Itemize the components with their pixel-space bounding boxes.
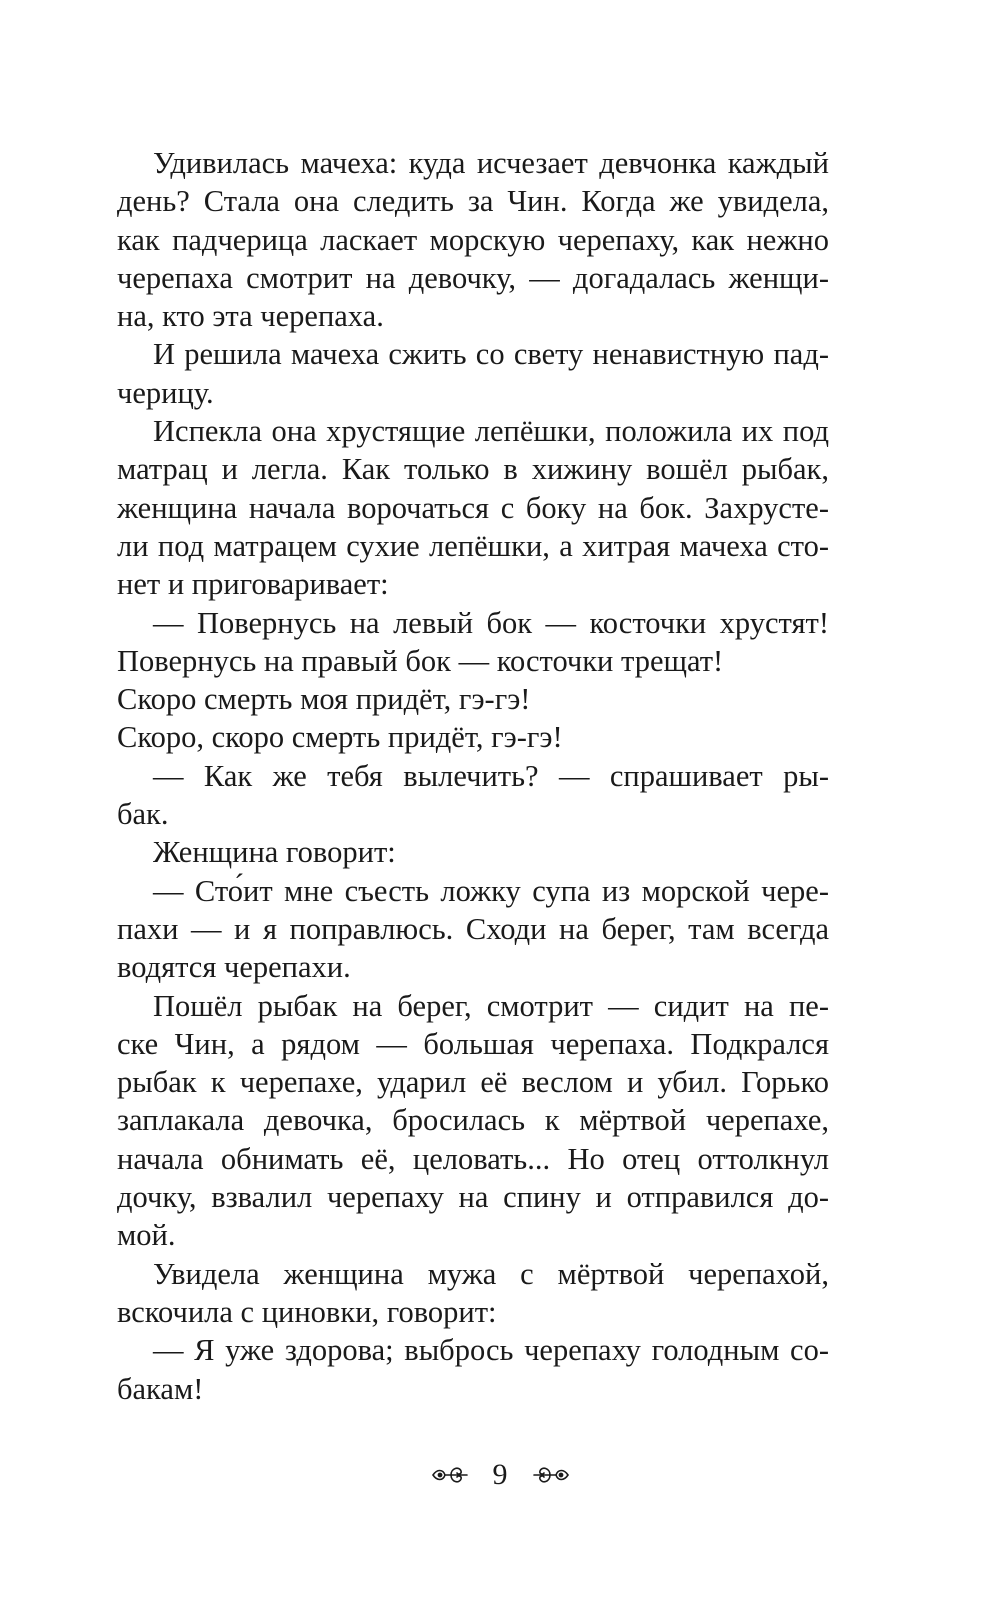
- text-line: — Как же тебя вылечить? — спрашивает ры-: [153, 758, 829, 793]
- verse-line: — Повернусь на левый бок — косточки хрустят!: [153, 605, 829, 640]
- fleuron-ornament-icon: [532, 1463, 570, 1487]
- text-line: водятся черепахи.: [117, 950, 351, 985]
- text-line: И решила мачеха сжить со свету ненавистную пад-: [153, 337, 829, 372]
- text-line: черицу.: [117, 375, 214, 410]
- text-line: заплакала девочка, бросилась к мёртвой черепахе,: [117, 1103, 829, 1138]
- text-line: Увидела женщина мужа с мёртвой черепахой,: [153, 1256, 829, 1291]
- verse-line: Повернусь на правый бок — косточки трещат!: [117, 643, 724, 678]
- text-line: мой.: [117, 1218, 176, 1253]
- text-line: — Сто́ит мне съесть ложку супа из морской чере-: [153, 873, 829, 908]
- text-line: бакам!: [117, 1371, 204, 1406]
- fleuron-ornament-icon: [431, 1463, 469, 1487]
- text-line: ске Чин, а рядом — большая черепаха. Подкрался: [117, 1026, 829, 1061]
- verse-line: Скоро смерть моя придёт, гэ-гэ!: [117, 682, 531, 717]
- body-text: [117, 144, 829, 1408]
- verse-line: Скоро, скоро смерть придёт, гэ-гэ!: [117, 720, 563, 755]
- page-footer: [0, 1455, 1000, 1495]
- text-line: начала обнимать её, целовать... Но отец оттолкнул: [117, 1141, 829, 1176]
- text-line: нет и приговаривает:: [117, 567, 389, 602]
- text-line: ли под матрацем сухие лепёшки, а хитрая мачеха сто-: [117, 528, 829, 563]
- text-line: Женщина говорит:: [153, 835, 396, 870]
- page-number: 9: [492, 1458, 508, 1491]
- text-line: Пошёл рыбак на берег, смотрит — сидит на пе-: [153, 988, 829, 1023]
- text-line: Испекла она хрустящие лепёшки, положила их под: [153, 414, 829, 449]
- text-line: как падчерица ласкает морскую черепаху, как нежно: [117, 222, 829, 257]
- text-line: женщина начала ворочаться с боку на бок. Захрусте-: [117, 490, 829, 525]
- text-line: рыбак к черепахе, ударил её веслом и убил. Горько: [117, 1065, 829, 1100]
- text-line: дочку, взвалил черепаху на спину и отправился до-: [117, 1180, 829, 1215]
- text-line: пахи — и я поправлюсь. Сходи на берег, там всегда: [117, 911, 829, 946]
- text-line: черепаха смотрит на девочку, — догадалась женщи-: [117, 260, 829, 295]
- text-line: вскочила с циновки, говорит:: [117, 1294, 497, 1329]
- text-line: — Я уже здорова; выбрось черепаху голодным со-: [153, 1333, 829, 1368]
- text-line: матрац и легла. Как только в хижину вошёл рыбак,: [117, 452, 829, 487]
- text-line: на, кто эта черепаха.: [117, 299, 384, 334]
- text-line: день? Стала она следить за Чин. Когда же увидела,: [117, 184, 829, 219]
- text-line: Удивилась мачеха: куда исчезает девчонка каждый: [153, 146, 829, 180]
- text-line: бак.: [117, 797, 169, 832]
